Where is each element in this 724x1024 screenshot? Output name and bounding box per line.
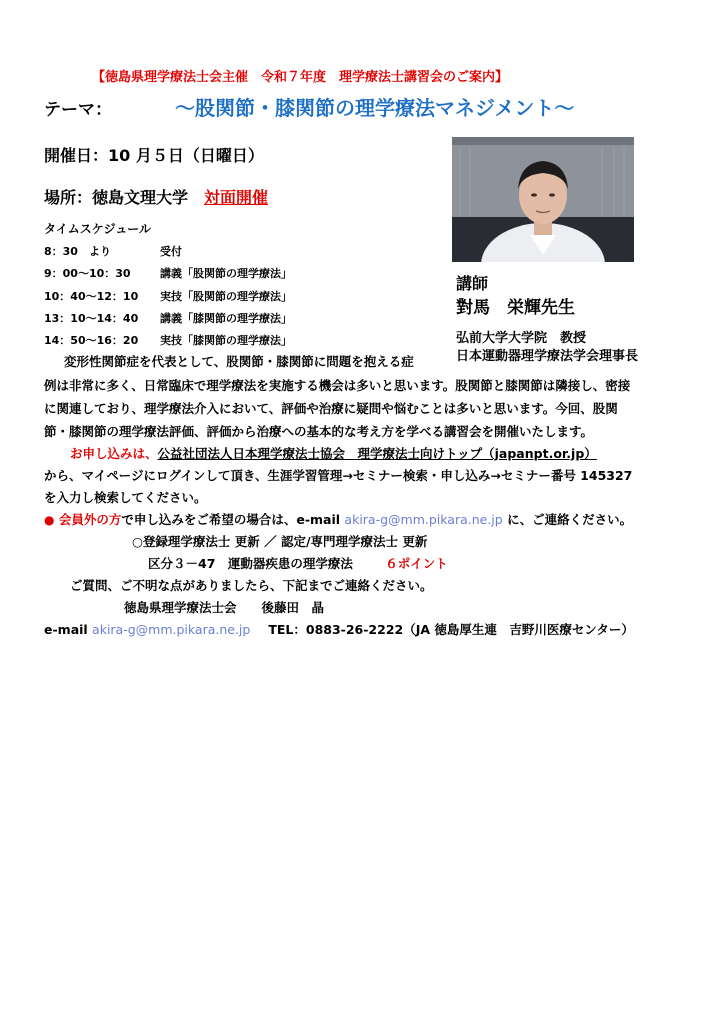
description-line-1: 変形性関節症を代表として、股関節・膝関節に問題を抱える症: [64, 354, 414, 369]
email-label: e-mail: [44, 622, 93, 637]
bullet-icon: ●: [44, 513, 55, 527]
inquiry-text: ご質問、ご不明な点がありましたら、下記までご連絡ください。: [70, 578, 433, 593]
application-line-2: から、マイページにログインして頂き、生涯学習管理→セミナー検索・申し込み→セミナー番号 145327: [44, 468, 633, 483]
nonmember-label: 会員外の方: [58, 512, 122, 527]
schedule-event: 受付: [160, 245, 182, 258]
lecturer-photo: [452, 137, 634, 262]
description-line-4: 節・膝関節の理学療法評価、評価から治療への基本的な考え方を学べる講習会を開催いたします。: [44, 424, 594, 439]
jpta-link[interactable]: 公益社団法人日本理学療法士協会 理学療法士向けトップ（japanpt.or.jp）: [157, 446, 597, 461]
lecturer-photo-image: [452, 137, 634, 262]
nonmember-notice: [44, 510, 632, 528]
contact-person: 徳島県理学療法士会 後藤田 晶: [124, 600, 325, 615]
nonmember-text: で申し込みをご希望の場合は、e-mail: [121, 512, 345, 527]
nonmember-text-end: に、ご連絡ください。: [502, 512, 633, 527]
schedule-row: [44, 288, 292, 304]
schedule-time: 10：40～12：10: [44, 290, 139, 303]
schedule-row: [44, 310, 292, 326]
schedule-time: 8：30 より: [44, 245, 111, 258]
venue-label: 場所：徳島文理大学: [44, 188, 189, 207]
schedule-row: [44, 243, 182, 259]
lecturer-label: 講師: [456, 274, 489, 293]
contact-line: [44, 620, 634, 638]
schedule-time: 13：10～14：40: [44, 312, 139, 325]
description-line-3: に関連しており、理学療法介入において、評価や治療に疑問や悩むことは多いと思います。今回、股関: [44, 401, 618, 416]
schedule-event: 実技「股関節の理学療法」: [160, 290, 292, 303]
theme-label: テーマ：: [44, 100, 112, 120]
schedule-time: 9：00～10：30: [44, 267, 131, 280]
application-lead: お申し込みは、: [70, 446, 158, 461]
credit-line-1: ○登録理学療法士 更新 ／ 認定/専門理学療法士 更新: [132, 534, 428, 549]
lecturer-affiliation: 弘前大学大学院 教授: [456, 331, 587, 346]
schedule-event: 講義「膝関節の理学療法」: [160, 312, 292, 325]
schedule-time: 14：50～16：20: [44, 334, 139, 347]
lecturer-society-role: 日本運動器理学療法学会理事長: [456, 349, 639, 364]
lecturer-name: 對馬 栄輝先生: [456, 298, 575, 318]
event-date: 開催日：10 月５日（日曜日）: [44, 146, 264, 165]
contact-tel: TEL：0883-26-2222（JA 徳島厚生連 吉野川医療センター）: [268, 622, 634, 637]
description-line-2: 例は非常に多く、日常臨床で理学療法を実施する機会は多いと思います。股関節と膝関節は隣接し、密接: [44, 378, 631, 393]
contact-email-link[interactable]: akira-g@mm.pikara.ne.jp: [92, 622, 251, 637]
schedule-row: [44, 332, 292, 348]
credit-line-2: [148, 554, 448, 572]
venue-mode: 対面開催: [204, 188, 269, 207]
credit-points: ６ポイント: [385, 556, 448, 571]
schedule-title: タイムスケジュール: [44, 222, 152, 236]
application-line-3: を入力し検索してください。: [44, 490, 207, 505]
notice-header: 【徳島県理学療法士会主催 令和７年度 理学療法士講習会のご案内】: [92, 70, 509, 85]
application-line-1: [70, 444, 597, 462]
nonmember-email-link[interactable]: akira-g@mm.pikara.ne.jp: [344, 512, 503, 527]
venue: [44, 185, 268, 208]
schedule-row: [44, 265, 292, 281]
theme-title: ～股関節・膝関節の理学療法マネジメント～: [175, 96, 575, 120]
credit-category: 区分３－47 運動器疾患の理学療法: [148, 556, 353, 571]
schedule-event: 実技「膝関節の理学療法」: [160, 334, 292, 347]
schedule-event: 講義「股関節の理学療法」: [160, 267, 292, 280]
